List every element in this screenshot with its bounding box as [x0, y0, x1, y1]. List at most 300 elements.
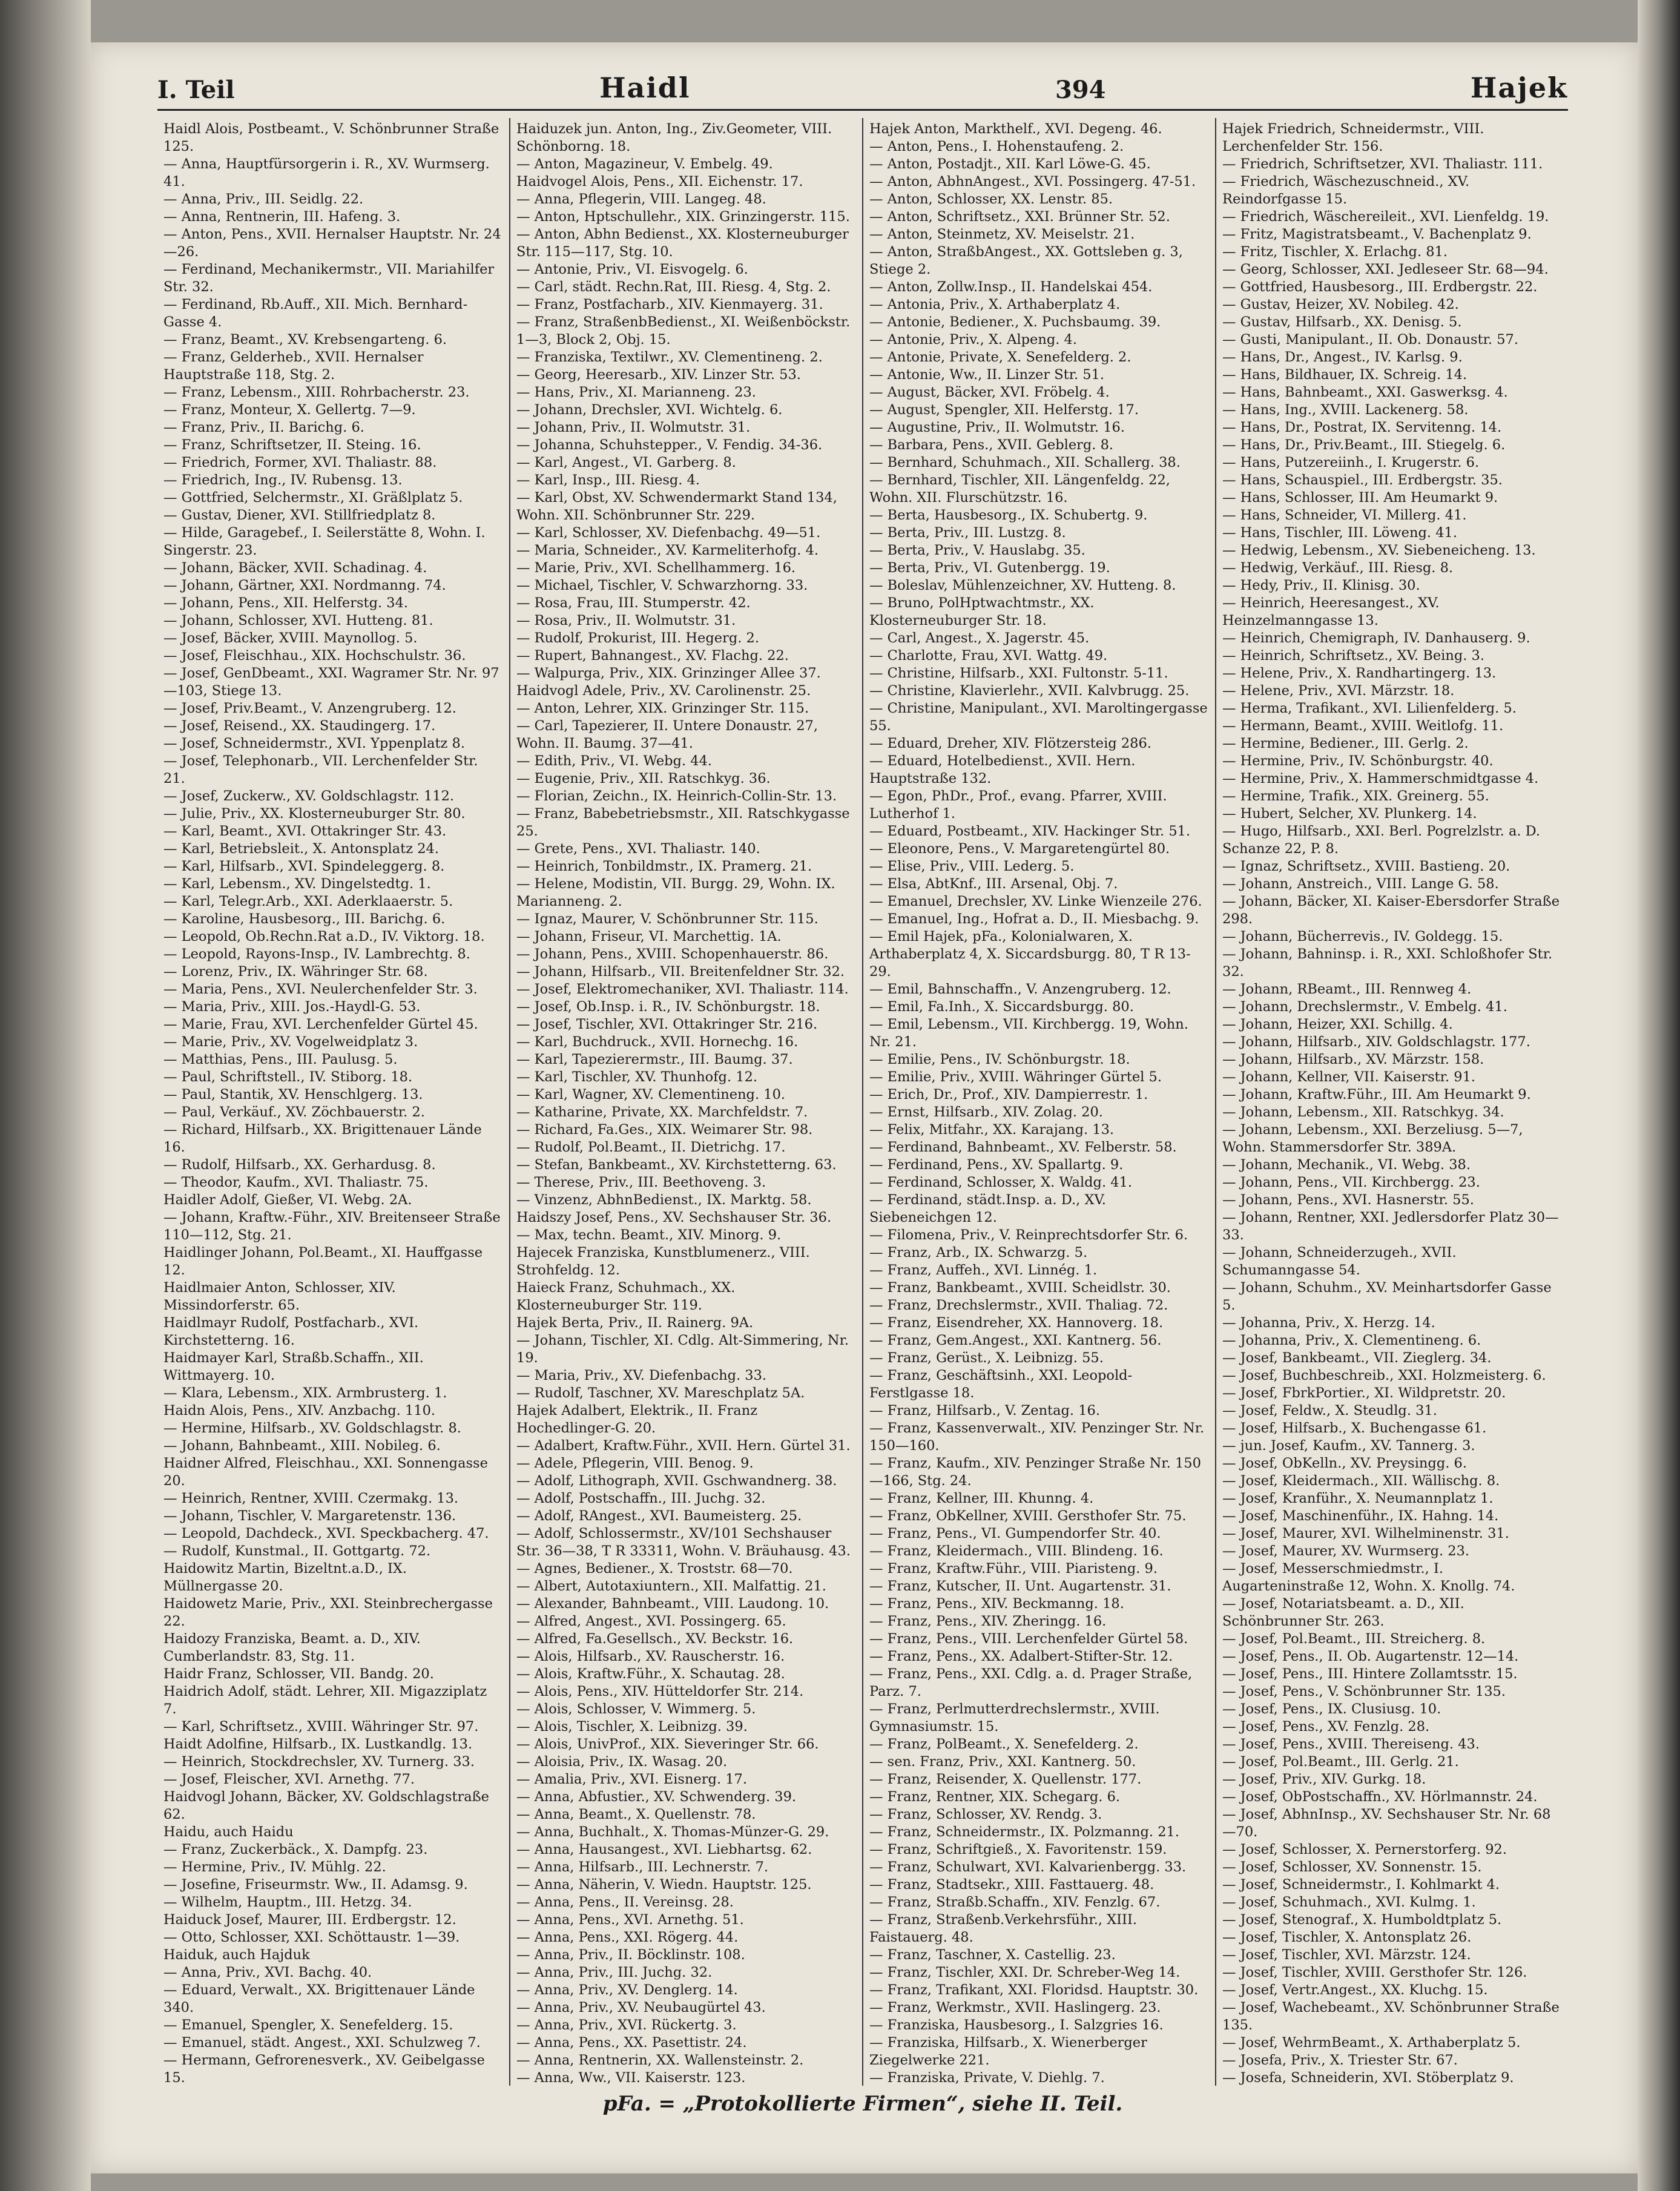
directory-entry: — Stefan, Bankbeamt., XV. Kirchstetterng. 63. — [516, 1157, 837, 1173]
directory-entry: — Anna, Pflegerin, VIII. Langeg. 48. — [516, 191, 766, 207]
directory-entry: — Berta, Priv., VI. Gutenbergg. 19. — [869, 560, 1110, 576]
directory-entry: — Johann, Lebensm., XXI. Berzeliusg. 5—7, Wohn. Stammersdorfer Str. 389A. — [1222, 1122, 1523, 1155]
directory-entry: — Hermine, Priv., IV. Mühlg. 22. — [163, 1859, 386, 1875]
directory-entry: — Anna, Priv., III. Juchg. 32. — [516, 1965, 713, 1980]
column-1 — [157, 118, 510, 2086]
directory-entry: — Anton, Hptschullehr., XIX. Grinzingerstr. 115. — [516, 209, 850, 225]
directory-entry: — Maria, Priv., XV. Diefenbachg. 33. — [516, 1368, 767, 1383]
directory-entry: — Johann, Rentner, XXI. Jedlersdorfer Platz 30—33. — [1222, 1210, 1559, 1243]
directory-entry: — Johann, Hilfsarb., XIV. Goldschlagstr. 177. — [1222, 1034, 1530, 1050]
directory-entry: — Hans, Putzereiinh., I. Krugerstr. 6. — [1222, 455, 1480, 470]
directory-entry: — Hans, Dr., Angest., IV. Karlsg. 9. — [1222, 349, 1463, 365]
directory-entry: Hajek Berta, Priv., II. Rainerg. 9A. — [516, 1315, 754, 1331]
directory-entry: — Alois, Pens., XIV. Hütteldorfer Str. 214. — [516, 1684, 804, 1699]
directory-entry: — Franz, StraßenbBedienst., XI. Weißenböckstr. 1—3, Block 2, Obj. 15. — [516, 314, 851, 348]
directory-entry: — Franziska, Private, V. Diehlg. 7. — [869, 2070, 1105, 2086]
directory-entry: — Johann, Bahnbeamt., XIII. Nobileg. 6. — [163, 1438, 441, 1454]
directory-entry: — Josef, Tischler, XVI. Ottakringer Str. 216. — [516, 1016, 818, 1032]
directory-entry: — Rosa, Priv., II. Wolmutstr. 31. — [516, 613, 736, 628]
directory-entry: — Klara, Lebensm., XIX. Armbrusterg. 1. — [163, 1385, 447, 1401]
directory-entry: Hajek Adalbert, Elektrik., II. Franz Hochedlinger-G. 20. — [516, 1403, 758, 1436]
directory-entry: — Carl, Tapezierer, II. Untere Donaustr. 27, Wohn. II. Baumg. 37—41. — [516, 718, 819, 751]
directory-entry: — Josefine, Friseurmstr. Ww., II. Adamsg. 9. — [163, 1877, 468, 1893]
left-keyword: Haidl — [599, 71, 691, 104]
directory-entry: — Franz, Schriftgieß., X. Favoritenstr. 159. — [869, 1842, 1167, 1857]
directory-entry: — Matthias, Pens., III. Paulusg. 5. — [163, 1052, 398, 1067]
directory-entry: — Josef, Priv., XIV. Gurkg. 18. — [1222, 1771, 1426, 1787]
directory-entry: — Franz, Pens., XXI. Cdlg. a. d. Prager Straße, Parz. 7. — [869, 1666, 1193, 1699]
directory-entry: — Anna, Pens., XX. Pasettistr. 24. — [516, 2035, 747, 2051]
directory-entry: — Franz, Kutscher, II. Unt. Augartenstr. 31. — [869, 1578, 1171, 1594]
directory-entry: — August, Spengler, XII. Helferstg. 17. — [869, 402, 1139, 418]
directory-entry: — Julie, Priv., XX. Klosterneuburger Str. 80. — [163, 806, 466, 822]
directory-entry: — Johann, Bücherrevis., IV. Goldegg. 15. — [1222, 929, 1503, 944]
directory-entry: — Rudolf, Kunstmal., II. Gottgartg. 72. — [163, 1543, 431, 1559]
directory-entry: — Anna, Abfustier., XV. Schwenderg. 39. — [516, 1789, 797, 1805]
directory-entry: — Hans, Schneider, VI. Millerg. 41. — [1222, 507, 1467, 523]
directory-entry: — Michael, Tischler, V. Schwarzhorng. 33. — [516, 578, 808, 593]
directory-entry: — Josef, Messerschmiedmstr., I. Augarteninstraße 12, Wohn. X. Knollg. 74. — [1222, 1561, 1515, 1594]
directory-entry: — Marie, Priv., XVI. Schellhammerg. 16. — [516, 560, 796, 576]
directory-entry: — Johann, Kraftw.Führ., III. Am Heumarkt 9. — [1222, 1087, 1531, 1102]
directory-entry: — Johann, Pens., XII. Helferstg. 34. — [163, 595, 409, 611]
directory-entry: — Franziska, Hausbesorg., I. Salzgries 16. — [869, 2017, 1164, 2033]
column-3 — [863, 118, 1216, 2086]
directory-entry: — Hermine, Priv., X. Hammerschmidtgasse 4. — [1222, 771, 1539, 786]
directory-page — [91, 42, 1638, 2173]
directory-entry: — Berta, Hausbesorg., IX. Schubertg. 9. — [869, 507, 1148, 523]
directory-entry: — Josef, Pens., III. Hintere Zollamtsstr. 15. — [1222, 1666, 1518, 1682]
directory-entry: Haidowitz Martin, Bizeltnt.a.D., IX. Müllnergasse 20. — [163, 1561, 407, 1594]
directory-entry: — Friedrich, Wäschezuschneid., XV. Reindorfgasse 15. — [1222, 174, 1470, 207]
directory-entry: — Anton, Schriftsetz., XXI. Brünner Str. 52. — [869, 209, 1170, 225]
column-4 — [1216, 118, 1568, 2086]
directory-entry: — Agnes, Bediener., X. Troststr. 68—70. — [516, 1561, 793, 1577]
directory-entry: — Florian, Zeichn., IX. Heinrich-Collin-Str. 13. — [516, 788, 837, 804]
directory-entry: — Helene, Modistin, VII. Burgg. 29, Wohn. IX. Marianneng. 2. — [516, 876, 835, 909]
directory-entry: Haidr Franz, Schlosser, VII. Bandg. 20. — [163, 1666, 434, 1682]
directory-entry: Haidler Adolf, Gießer, VI. Webg. 2A. — [163, 1192, 412, 1208]
directory-entry: Haidvogel Alois, Pens., XII. Eichenstr. 17. — [516, 174, 803, 189]
directory-entry: — Josef, Pens., XVIII. Thereiseng. 43. — [1222, 1736, 1480, 1752]
directory-entry: — Franz, Kraftw.Führ., VIII. Piaristeng. 9. — [869, 1561, 1158, 1577]
page-header — [157, 67, 1568, 111]
directory-entry: Hajek Anton, Markthelf., XVI. Degeng. 46. — [869, 121, 1162, 137]
directory-entry: — Josef, WehrmBeamt., X. Arthaberplatz 5. — [1222, 2035, 1521, 2051]
directory-entry: — Johann, Anstreich., VIII. Lange G. 58. — [1222, 876, 1499, 892]
directory-entry: — Josef, Maurer, XVI. Wilhelminenstr. 31. — [1222, 1526, 1509, 1541]
directory-entry: — Franz, Kaufm., XIV. Penzinger Straße Nr. 150—166, Stg. 24. — [869, 1455, 1201, 1489]
directory-entry: — Wilhelm, Hauptm., III. Hetzg. 34. — [163, 1894, 412, 1910]
directory-entry: — Johann, Tischler, V. Margaretenstr. 136. — [163, 1508, 456, 1524]
directory-entry: — Josef, ObKelln., XV. Preysingg. 6. — [1222, 1455, 1467, 1471]
directory-entry: — Berta, Priv., V. Hauslabg. 35. — [869, 542, 1085, 558]
directory-entry: — Hilde, Garagebef., I. Seilerstätte 8, Wohn. I. Singerstr. 23. — [163, 525, 486, 558]
directory-entry: — Eduard, Verwalt., XX. Brigittenauer Lände 340. — [163, 1982, 475, 2015]
directory-entry: — Hermann, Beamt., XVIII. Weitlofg. 11. — [1222, 718, 1504, 734]
directory-entry: — Johann, Kraftw.-Führ., XIV. Breitenseer Straße 110—112, Stg. 21. — [163, 1210, 501, 1243]
directory-entry: — Grete, Pens., XVI. Thaliastr. 140. — [516, 841, 760, 857]
directory-entry: — Anton, StraßbAngest., XX. Gottsleben g. 3, Stiege 2. — [869, 244, 1183, 277]
directory-entry: — Anton, Abhn Bedienst., XX. Klosterneuburger Str. 115—117, Stg. 10. — [516, 226, 849, 260]
directory-entry: — Josef, Schlosser, XV. Sonnenstr. 15. — [1222, 1859, 1482, 1875]
directory-entry: Hajek Friedrich, Schneidermstr., VIII. Lerchenfelder Str. 156. — [1222, 121, 1484, 154]
directory-entry: — Emanuel, Ing., Hofrat a. D., II. Miesbachg. 9. — [869, 911, 1199, 927]
directory-entry: Haiduck Josef, Maurer, III. Erdbergstr. 12. — [163, 1912, 456, 1928]
directory-entry: — Emil, Bahnschaffn., V. Anzengruberg. 12. — [869, 981, 1171, 997]
directory-entry: — Aloisia, Priv., IX. Wasag. 20. — [516, 1754, 728, 1770]
directory-entry: — Franz, Gerüst., X. Leibnizg. 55. — [869, 1350, 1104, 1366]
directory-entry: — Josef, Pens., XV. Fenzlg. 28. — [1222, 1719, 1430, 1735]
directory-entry: — Anna, Priv., XV. Neubaugürtel 43. — [516, 2000, 766, 2015]
directory-entry: — Johanna, Priv., X. Clementineng. 6. — [1222, 1333, 1481, 1348]
directory-entry: Haidl Alois, Postbeamt., V. Schönbrunner Straße 125. — [163, 121, 499, 154]
directory-entry: — Rudolf, Taschner, XV. Mareschplatz 5A. — [516, 1385, 805, 1401]
directory-entry: — Karl, Schlosser, XV. Diefenbachg. 49—51. — [516, 525, 821, 541]
directory-entry: — Josef, Maurer, XV. Wurmserg. 23. — [1222, 1543, 1470, 1559]
directory-entry: — Barbara, Pens., XVII. Geblerg. 8. — [869, 437, 1114, 453]
directory-entry: — Franz, Pens., VIII. Lerchenfelder Gürtel 58. — [869, 1631, 1188, 1647]
directory-entry: — Max, techn. Beamt., XIV. Minorg. 9. — [516, 1227, 782, 1243]
directory-entry: — Gottfried, Selchermstr., XI. Gräßlplatz 5. — [163, 490, 463, 506]
directory-entry: — Anton, Pens., XVII. Hernalser Hauptstr. Nr. 24—26. — [163, 226, 501, 260]
directory-entry: — Emil, Fa.Inh., X. Siccardsburgg. 80. — [869, 999, 1134, 1015]
directory-entry: — Anton, Magazineur, V. Embelg. 49. — [516, 156, 773, 172]
directory-entry: — Anton, Lehrer, XIX. Grinzinger Str. 115. — [516, 700, 809, 716]
directory-entry: — Anna, Priv., XVI. Bachg. 40. — [163, 1965, 372, 1980]
directory-entry: — Heinrich, Chemigraph, IV. Danhauserg. 9. — [1222, 630, 1530, 646]
directory-entry: — Alfred, Angest., XVI. Possingerg. 65. — [516, 1613, 786, 1629]
directory-entry: — Johann, Tischler, XI. Cdlg. Alt-Simmering, Nr. 19. — [516, 1333, 849, 1366]
directory-entry: — Paul, Verkäuf., XV. Zöchbauerstr. 2. — [163, 1104, 425, 1120]
directory-entry: — Johann, Schneiderzugeh., XVII. Schumanngasse 54. — [1222, 1245, 1457, 1278]
directory-entry: — Eleonore, Pens., V. Margaretengürtel 80. — [869, 841, 1170, 857]
directory-entry: — Rosa, Frau, III. Stumperstr. 42. — [516, 595, 751, 611]
directory-entry: — Karl, Wagner, XV. Clementineng. 10. — [516, 1087, 786, 1102]
directory-entry: — Leopold, Dachdeck., XVI. Speckbacherg. 47. — [163, 1526, 489, 1541]
directory-entry: — Josef, Schuhmach., XVI. Kulmg. 1. — [1222, 1894, 1476, 1910]
directory-entry: — Anna, Rentnerin, XX. Wallensteinstr. 2. — [516, 2052, 804, 2068]
directory-entry: Haidlinger Johann, Pol.Beamt., XI. Hauffgasse 12. — [163, 1245, 483, 1278]
directory-entry: — Rudolf, Hilfsarb., XX. Gerhardusg. 8. — [163, 1157, 436, 1173]
directory-entry: — Maria, Pens., XVI. Neulerchenfelder Str. 3. — [163, 981, 478, 997]
directory-entry: — Franz, Arb., IX. Schwarzg. 5. — [869, 1245, 1088, 1260]
directory-entry: — Antonie, Bediener., X. Puchsbaumg. 39. — [869, 314, 1161, 330]
directory-entry: — Karl, Insp., III. Riesg. 4. — [516, 472, 700, 488]
directory-entry: — Vinzenz, AbhnBedienst., IX. Marktg. 58. — [516, 1192, 812, 1208]
directory-entry: Haidvogl Johann, Bäcker, XV. Goldschlagstraße 62. — [163, 1789, 490, 1822]
directory-entry: — Augustine, Priv., II. Wolmutstr. 16. — [869, 420, 1125, 435]
directory-entry: — Franz, Pens., VI. Gumpendorfer Str. 40. — [869, 1526, 1161, 1541]
directory-entry: — Josef, Buchbeschreib., XXI. Holzmeisterg. 6. — [1222, 1368, 1546, 1383]
directory-entry: — Ferdinand, Mechanikermstr., VII. Mariahilfer Str. 32. — [163, 262, 495, 295]
directory-entry: — Antonie, Priv., VI. Eisvogelg. 6. — [516, 262, 748, 277]
directory-entry: — Antonie, Ww., II. Linzer Str. 51. — [869, 367, 1105, 383]
directory-entry: — Franz, Taschner, X. Castellig. 23. — [869, 1947, 1116, 1963]
directory-entry: — Franz, Monteur, X. Gellertg. 7—9. — [163, 402, 416, 418]
directory-entry: — Anna, Ww., VII. Kaiserstr. 123. — [516, 2070, 746, 2086]
directory-entry: — Franz, Geschäftsinh., XXI. Leopold-Ferstlgasse 18. — [869, 1368, 1133, 1401]
directory-entry: — Anton, Pens., I. Hohenstaufeng. 2. — [869, 139, 1124, 154]
directory-entry: — Heinrich, Stockdrechsler, XV. Turnerg. 33. — [163, 1754, 475, 1770]
directory-entry: — Adolf, Postschaffn., III. Juchg. 32. — [516, 1491, 766, 1506]
directory-entry: — Fritz, Magistratsbeamt., V. Bachenplatz 9. — [1222, 226, 1532, 242]
directory-entry: — Franz, Priv., II. Barichg. 6. — [163, 420, 364, 435]
directory-entry: — Johann, Heizer, XXI. Schillg. 4. — [1222, 1016, 1453, 1032]
directory-entry: — Josef, Notariatsbeamt. a. D., XII. Schönbrunner Str. 263. — [1222, 1596, 1464, 1629]
directory-entry: — Josef, Vertr.Angest., XX. Kluchg. 15. — [1222, 1982, 1488, 1998]
directory-entry: — Josef, Ob.Insp. i. R., IV. Schönburgstr. 18. — [516, 999, 820, 1015]
directory-entry: — Franz, Schneidermstr., IX. Polzmanng. 21. — [869, 1824, 1179, 1840]
directory-entry: — Friedrich, Ing., IV. Rubensg. 13. — [163, 472, 403, 488]
directory-entry: — Alois, UnivProf., XIX. Sieveringer Str. 66. — [516, 1736, 819, 1752]
directory-entry: — Rudolf, Prokurist, III. Hegerg. 2. — [516, 630, 760, 646]
directory-entry: — Karoline, Hausbesorg., III. Barichg. 6. — [163, 911, 446, 927]
directory-entry: — Friedrich, Former, XVI. Thaliastr. 88. — [163, 455, 437, 470]
directory-entry: — Emilie, Pens., IV. Schönburgstr. 18. — [869, 1052, 1130, 1067]
directory-entry: — Franz, Beamt., XV. Krebsengarteng. 6. — [163, 332, 447, 348]
directory-entry: — Hans, Dr., Postrat, IX. Servitenng. 14. — [1222, 420, 1502, 435]
directory-entry: — Johann, Bahninsp. i. R., XXI. Schloßhofer Str. 32. — [1222, 946, 1553, 980]
directory-entry: — Josef, Kranführ., X. Neumannplatz 1. — [1222, 1491, 1494, 1506]
directory-entry: Haidn Alois, Pens., XIV. Anzbachg. 110. — [163, 1403, 436, 1418]
directory-entry: — Ferdinand, Schlosser, X. Waldg. 41. — [869, 1175, 1133, 1190]
directory-entry: — Johann, Hilfsarb., XV. Märzstr. 158. — [1222, 1052, 1484, 1067]
directory-entry: — Christine, Klavierlehr., XVII. Kalvbrugg. 25. — [869, 683, 1190, 699]
directory-entry: — Johann, RBeamt., III. Rennweg 4. — [1222, 981, 1472, 997]
directory-entry: Haidvogl Adele, Priv., XV. Carolinenstr. 25. — [516, 683, 811, 699]
directory-entry: — Hermine, Bediener., III. Gerlg. 2. — [1222, 736, 1469, 751]
directory-entry: Haidowetz Marie, Priv., XXI. Steinbrechergasse 22. — [163, 1596, 493, 1629]
directory-entry: — Franz, Straßenb.Verkehrsführ., XIII. Faistauerg. 48. — [869, 1912, 1137, 1945]
directory-entry: — Hans, Dr., Priv.Beamt., III. Stiegelg. 6. — [1222, 437, 1506, 453]
directory-entry: — Antonie, Priv., X. Alpeng. 4. — [869, 332, 1078, 348]
directory-entry: — Josef, Bankbeamt., VII. Zieglerg. 34. — [1222, 1350, 1492, 1366]
directory-entry: — Johanna, Schuhstepper., V. Fendig. 34-36. — [516, 437, 823, 453]
directory-entry: — Johann, Bäcker, XVII. Schadinag. 4. — [163, 560, 427, 576]
directory-entry: — Heinrich, Tonbildmstr., IX. Pramerg. 21. — [516, 858, 812, 874]
directory-entry: — Emil, Lebensm., VII. Kirchbergg. 19, Wohn. Nr. 21. — [869, 1016, 1188, 1050]
directory-entry: — Boleslav, Mühlenzeichner, XV. Hutteng. 8. — [869, 578, 1176, 593]
directory-entry: — Rupert, Bahnangest., XV. Flachg. 22. — [516, 648, 789, 664]
directory-entry: — Rudolf, Pol.Beamt., II. Dietrichg. 17. — [516, 1139, 786, 1155]
directory-entry: — Karl, Hilfsarb., XVI. Spindeleggerg. 8. — [163, 858, 445, 874]
directory-entry: — Josef, FbrkPortier., XI. Wildpretstr. 20. — [1222, 1385, 1506, 1401]
directory-entry: — Franz, Schulwart, XVI. Kalvarienbergg. 33. — [869, 1859, 1187, 1875]
directory-entry: — Heinrich, Rentner, XVIII. Czermakg. 13. — [163, 1491, 459, 1506]
directory-entry: — Anna, Priv., XVI. Rückertg. 3. — [516, 2017, 737, 2033]
directory-columns — [157, 118, 1568, 2086]
directory-entry: Haieck Franz, Schuhmach., XX. Klosterneuburger Str. 119. — [516, 1280, 736, 1313]
directory-entry: — Hans, Tischler, III. Löweng. 41. — [1222, 525, 1457, 541]
directory-entry: — Emanuel, Drechsler, XV. Linke Wienzeile 276. — [869, 894, 1202, 909]
directory-entry: — Johann, Pens., XVIII. Schopenhauerstr. 86. — [516, 946, 829, 962]
directory-entry: — Franz, Werkmstr., XVII. Haslingerg. 23. — [869, 2000, 1161, 2015]
directory-entry: — Franziska, Hilfsarb., X. Wienerberger Ziegelwerke 221. — [869, 2035, 1147, 2068]
directory-entry: — Paul, Schriftstell., IV. Stiborg. 18. — [163, 1069, 413, 1085]
column-2 — [510, 118, 863, 2086]
directory-entry: — Ignaz, Schriftsetz., XVIII. Bastieng. 20. — [1222, 858, 1510, 874]
directory-entry: — Friedrich, Wäschereileit., XVI. Lienfeldg. 19. — [1222, 209, 1549, 225]
directory-entry: Haidlmayr Rudolf, Postfacharb., XVI. Kirchstetterng. 16. — [163, 1315, 419, 1348]
directory-entry: — Hedwig, Verkäuf., III. Riesg. 8. — [1222, 560, 1454, 576]
directory-entry: — Johann, Pens., XVI. Hasnerstr. 55. — [1222, 1192, 1474, 1208]
directory-entry: — Marie, Frau, XVI. Lerchenfelder Gürtel 45. — [163, 1016, 478, 1032]
directory-entry: — Johann, Bäcker, XI. Kaiser-Ebersdorfer Straße 298. — [1222, 894, 1560, 927]
directory-entry: — Karl, Buchdruck., XVII. Hornechg. 16. — [516, 1034, 799, 1050]
directory-entry: — Eduard, Dreher, XIV. Flötzersteig 286. — [869, 736, 1151, 751]
directory-entry: — Franz, Stadtsekr., XIII. Fasttauerg. 48. — [869, 1877, 1155, 1893]
directory-entry: — Anna, Pens., XVI. Arnethg. 51. — [516, 1912, 744, 1928]
directory-entry: — Amalia, Priv., XVI. Eisnerg. 17. — [516, 1771, 748, 1787]
directory-entry: — Josef, Kleidermach., XII. Wällischg. 8. — [1222, 1473, 1500, 1489]
directory-entry: — Gottfried, Hausbesorg., III. Erdbergstr. 22. — [1222, 279, 1538, 295]
directory-entry: — Eduard, Hotelbedienst., XVII. Hern. Hauptstraße 132. — [869, 753, 1136, 786]
directory-entry: — Carl, Angest., X. Jagerstr. 45. — [869, 630, 1090, 646]
directory-entry: — Johanna, Priv., X. Herzg. 14. — [1222, 1315, 1435, 1331]
directory-entry: — Josef, Schlosser, X. Pernerstorferg. 92. — [1222, 1842, 1507, 1857]
directory-entry: — Leopold, Rayons-Insp., IV. Lambrechtg. 8. — [163, 946, 470, 962]
directory-entry: — Johann, Priv., II. Wolmutstr. 31. — [516, 420, 751, 435]
directory-entry: — Josef, Elektromechaniker, XVI. Thaliastr. 114. — [516, 981, 849, 997]
page-number: 394 — [1055, 76, 1106, 104]
directory-entry: — Egon, PhDr., Prof., evang. Pfarrer, XVIII. Lutherhof 1. — [869, 788, 1167, 822]
directory-entry: — Josef, ObPostschaffn., XV. Hörlmannstr. 24. — [1222, 1789, 1538, 1805]
directory-entry: — Walpurga, Priv., XIX. Grinzinger Allee 37. — [516, 665, 821, 681]
directory-entry: — Anna, Hauptfürsorgerin i. R., XV. Wurmserg. 41. — [163, 156, 490, 189]
directory-entry: — Josef, Reisend., XX. Staudingerg. 17. — [163, 718, 436, 734]
directory-entry: — Ferdinand, Pens., XV. Spallartg. 9. — [869, 1157, 1124, 1173]
directory-entry: — Anton, AbhnAngest., XVI. Possingerg. 47-51. — [869, 174, 1196, 189]
directory-entry: — Josef, Telephonarb., VII. Lerchenfelder Str. 21. — [163, 753, 478, 786]
directory-entry: — Bruno, PolHptwachtmstr., XX. Klosterneuburger Str. 18. — [869, 595, 1095, 628]
directory-entry: — Josef, Feldw., X. Steudlg. 31. — [1222, 1403, 1437, 1418]
directory-entry: — Hans, Schlosser, III. Am Heumarkt 9. — [1222, 490, 1498, 506]
directory-entry: — Franz, Drechslermstr., XVII. Thaliag. 72. — [869, 1297, 1168, 1313]
directory-entry: — Hans, Bahnbeamt., XXI. Gaswerksg. 4. — [1222, 384, 1508, 400]
directory-entry: — Franz, Bankbeamt., XVIII. Scheidlstr. 30. — [869, 1280, 1171, 1296]
directory-entry: — Josef, AbhnInsp., XV. Sechshauser Str. Nr. 68—70. — [1222, 1807, 1551, 1840]
directory-entry: — Eugenie, Priv., XII. Ratschkyg. 36. — [516, 771, 771, 786]
directory-entry: — Franziska, Textilwr., XV. Clementineng. 2. — [516, 349, 823, 365]
directory-entry: — Ferdinand, Rb.Auff., XII. Mich. Bernhard-Gasse 4. — [163, 297, 468, 330]
directory-entry: — Josefa, Priv., X. Triester Str. 67. — [1222, 2052, 1458, 2068]
directory-entry: — Karl, Lebensm., XV. Dingelstedtg. 1. — [163, 876, 431, 892]
directory-entry: — Maria, Schneider., XV. Karmeliterhofg. 4. — [516, 542, 819, 558]
directory-entry: — Albert, Autotaxiuntern., XII. Malfattig. 21. — [516, 1578, 826, 1594]
directory-entry: — Antonie, Private, X. Senefelderg. 2. — [869, 349, 1132, 365]
directory-entry: — Christine, Manipulant., XVI. Maroltingergasse 55. — [869, 700, 1208, 734]
directory-entry: — Karl, Telegr.Arb., XXI. Aderklaaerstr. 5. — [163, 894, 453, 909]
directory-entry: — Richard, Hilfsarb., XX. Brigittenauer Lände 16. — [163, 1122, 482, 1155]
directory-entry: — Hedy, Priv., II. Klinisg. 30. — [1222, 578, 1420, 593]
directory-entry: — Anna, Priv., XV. Denglerg. 14. — [516, 1982, 738, 1998]
directory-entry: — Alois, Hilfsarb., XV. Rauscherstr. 16. — [516, 1649, 785, 1664]
directory-entry: — Georg, Heeresarb., XIV. Linzer Str. 53. — [516, 367, 801, 383]
directory-entry: Hajecek Franziska, Kunstblumenerz., VIII. Strohfeldg. 12. — [516, 1245, 810, 1278]
directory-entry: — Helene, Priv., X. Randhartingerg. 13. — [1222, 665, 1497, 681]
directory-entry: — Alexander, Bahnbeamt., VIII. Laudong. 10. — [516, 1596, 829, 1612]
directory-entry: — Johann, Drechsler, XVI. Wichtelg. 6. — [516, 402, 783, 418]
directory-entry: — Josef, Tischler, XVIII. Gersthofer Str. 126. — [1222, 1965, 1527, 1980]
directory-entry: — Johann, Kellner, VII. Kaiserstr. 91. — [1222, 1069, 1476, 1085]
directory-entry: — sen. Franz, Priv., XXI. Kantnerg. 50. — [869, 1754, 1136, 1770]
directory-entry: — Adolf, RAngest., XVI. Baumeisterg. 25. — [516, 1508, 802, 1524]
directory-entry: — Franz, Schriftsetzer, II. Steing. 16. — [163, 437, 421, 453]
directory-entry: — Berta, Priv., III. Lustzg. 8. — [869, 525, 1066, 541]
page-footer-note: pFa. = „Protokollierte Firmen“, siehe II. Teil. — [602, 2092, 1123, 2116]
directory-entry: — Johann, Mechanik., VI. Webg. 38. — [1222, 1157, 1471, 1173]
directory-entry: — Josef, Hilfsarb., X. Buchengasse 61. — [1222, 1420, 1487, 1436]
directory-entry: — jun. Josef, Kaufm., XV. Tannerg. 3. — [1222, 1438, 1475, 1454]
directory-entry: — Karl, Obst, XV. Schwendermarkt Stand 134, Wohn. XII. Schönbrunner Str. 229. — [516, 490, 837, 523]
directory-entry: — Christine, Hilfsarb., XXI. Fultonstr. 5-11. — [869, 665, 1168, 681]
directory-entry: — Friedrich, Schriftsetzer, XVI. Thaliastr. 111. — [1222, 156, 1543, 172]
directory-entry: — Alfred, Fa.Gesellsch., XV. Beckstr. 16. — [516, 1631, 794, 1647]
directory-entry: — Franz, Straßb.Schaffn., XIV. Fenzlg. 67. — [869, 1894, 1161, 1910]
directory-entry: — Marie, Priv., XV. Vogelweidplatz 3. — [163, 1034, 418, 1050]
directory-entry: — Therese, Priv., III. Beethoveng. 3. — [516, 1175, 766, 1190]
directory-entry: — Franz, Gelderheb., XVII. Hernalser Hauptstraße 118, Stg. 2. — [163, 349, 424, 383]
directory-entry: — Paul, Stantik, XV. Henschlgerg. 13. — [163, 1087, 423, 1102]
directory-entry: — Hubert, Selcher, XV. Plunkerg. 14. — [1222, 806, 1477, 822]
directory-entry: — Anna, Buchhalt., X. Thomas-Münzer-G. 29. — [516, 1824, 829, 1840]
directory-entry: — Karl, Schriftsetz., XVIII. Währinger Str. 97. — [163, 1719, 479, 1735]
directory-entry: — Gusti, Manipulant., II. Ob. Donaustr. 57. — [1222, 332, 1519, 348]
directory-entry: — Hermine, Priv., IV. Schönburgstr. 40. — [1222, 753, 1494, 769]
directory-entry: — Anna, Priv., III. Seidlg. 22. — [163, 191, 364, 207]
directory-entry: — Hans, Priv., XI. Marianneng. 23. — [516, 384, 756, 400]
directory-entry: — Franz, Perlmutterdrechslermstr., XVIII. Gymnasiumstr. 15. — [869, 1701, 1160, 1735]
directory-entry: — Gustav, Hilfsarb., XX. Denisg. 5. — [1222, 314, 1462, 330]
directory-entry: — Josef, Schneidermstr., XVI. Yppenplatz 8. — [163, 736, 466, 751]
directory-entry: — Anton, Postadjt., XII. Karl Löwe-G. 45. — [869, 156, 1151, 172]
directory-entry: — Adolf, Schlossermstr., XV/101 Sechshauser Str. 36—38, T R 33311, Wohn. V. Bräuhausg. 43. — [516, 1526, 851, 1559]
directory-entry: — Alois, Schlosser, V. Wimmerg. 5. — [516, 1701, 756, 1717]
directory-entry: — Alois, Kraftw.Führ., X. Schautag. 28. — [516, 1666, 785, 1682]
directory-entry: — Ignaz, Maurer, V. Schönbrunner Str. 115. — [516, 911, 819, 927]
directory-entry: — Hermine, Trafik., XIX. Greinerg. 55. — [1222, 788, 1489, 804]
directory-entry: — Helene, Priv., XVI. Märzstr. 18. — [1222, 683, 1455, 699]
directory-entry: — Franz, Zuckerbäck., X. Dampfg. 23. — [163, 1842, 428, 1857]
directory-entry: Haidt Adolfine, Hilfsarb., IX. Lustkandlg. 13. — [163, 1736, 473, 1752]
directory-entry: — Karl, Beamt., XVI. Ottakringer Str. 43. — [163, 823, 447, 839]
directory-entry: — Franz, ObKellner, XVIII. Gersthofer Str. 75. — [869, 1508, 1187, 1524]
directory-entry: — Johann, Drechslermstr., V. Embelg. 41. — [1222, 999, 1507, 1015]
directory-entry: Haidlmaier Anton, Schlosser, XIV. Missindorferstr. 65. — [163, 1280, 396, 1313]
directory-entry: — Alois, Tischler, X. Leibnizg. 39. — [516, 1719, 748, 1735]
directory-entry: — Erich, Dr., Prof., XIV. Dampierrestr. 1. — [869, 1087, 1148, 1102]
directory-entry: — Bernhard, Tischler, XII. Längenfeldg. 22, Wohn. XII. Flurschützstr. 16. — [869, 472, 1170, 506]
directory-entry: — Georg, Schlosser, XXI. Jedleseer Str. 68—94. — [1222, 262, 1549, 277]
directory-entry: — Johann, Gärtner, XXI. Nordmanng. 74. — [163, 578, 446, 593]
directory-entry: — Franz, Lebensm., XIII. Rohrbacherstr. 23. — [163, 384, 470, 400]
directory-entry: — Josef, Tischler, X. Antonsplatz 26. — [1222, 1929, 1472, 1945]
directory-entry: — Karl, Tischler, XV. Thunhofg. 12. — [516, 1069, 758, 1085]
directory-entry: — Josefa, Schneiderin, XVI. Stöberplatz 9. — [1222, 2070, 1514, 2086]
directory-entry: — Hugo, Hilfsarb., XXI. Berl. Pogrelzlstr. a. D. Schanze 22, P. 8. — [1222, 823, 1541, 857]
directory-entry: — Anna, Hilfsarb., III. Lechnerstr. 7. — [516, 1859, 769, 1875]
directory-entry: — Josef, Pol.Beamt., III. Gerlg. 21. — [1222, 1754, 1459, 1770]
directory-entry: Haiduzek jun. Anton, Ing., Ziv.Geometer, VIII. Schönborng. 18. — [516, 121, 832, 154]
directory-entry: — Anna, Hausangest., XVI. Liebhartsg. 62. — [516, 1842, 812, 1857]
directory-entry: — Eduard, Postbeamt., XIV. Hackinger Str. 51. — [869, 823, 1191, 839]
directory-entry: — Hans, Schauspiel., III. Erdbergstr. 35. — [1222, 472, 1503, 488]
directory-entry: — Franz, PolBeamt., X. Senefelderg. 2. — [869, 1736, 1139, 1752]
directory-entry: — Emilie, Priv., XVIII. Währinger Gürtel 5. — [869, 1069, 1162, 1085]
directory-entry: — Hans, Bildhauer, IX. Schreig. 14. — [1222, 367, 1468, 383]
directory-entry: Haidszy Josef, Pens., XV. Sechshauser Str. 36. — [516, 1210, 832, 1225]
